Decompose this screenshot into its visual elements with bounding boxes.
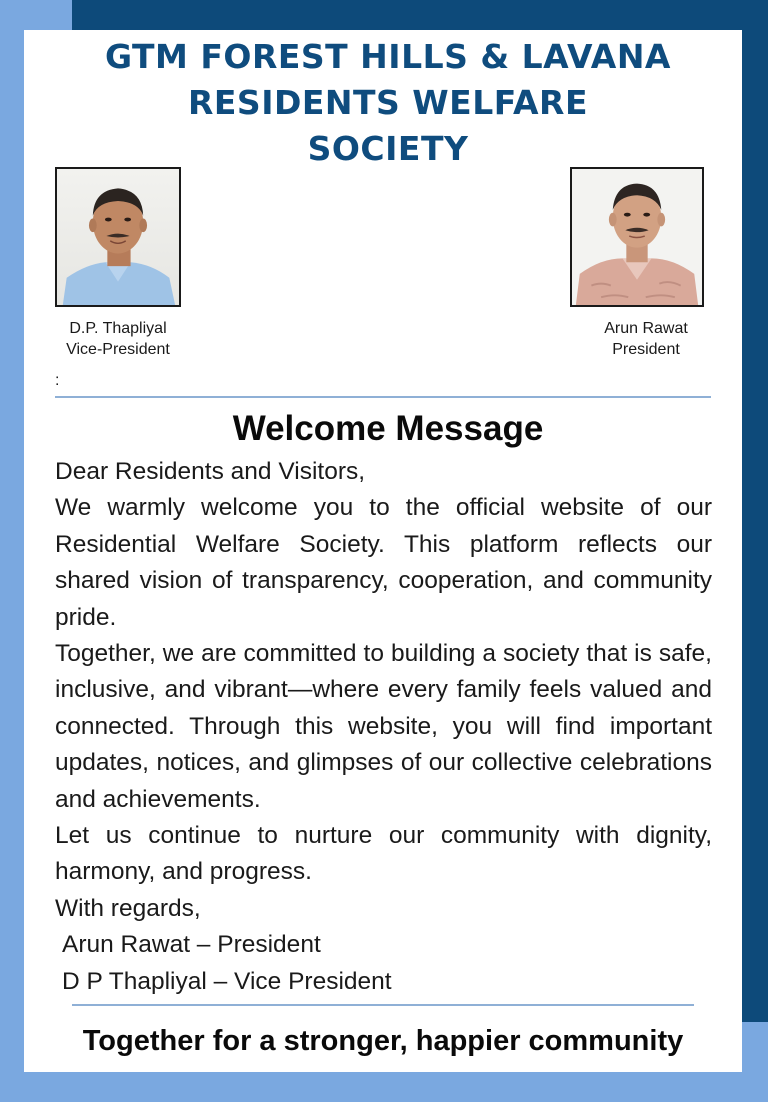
paragraph-3: Let us continue to nurture our community with dignity, harmony, and progress. [55, 822, 712, 886]
welcome-message-body [55, 454, 712, 1000]
vice-president-name: D.P. Thapliyal [69, 320, 167, 337]
society-title: GTM FOREST HILLS & LAVANA RESIDENTS WELFARE SOCIETY [105, 37, 671, 168]
signature-vice-president: D P Thapliyal – Vice President [62, 967, 392, 995]
president-photo [570, 167, 704, 307]
vice-president-photo [55, 167, 181, 307]
signature-president: Arun Rawat – President [62, 931, 321, 959]
closing: With regards, [55, 894, 201, 922]
stray-colon: : [55, 372, 60, 389]
president-name: Arun Rawat [604, 320, 688, 337]
footer-tagline: Together for a stronger, happier community [82, 1025, 684, 1057]
vice-president-portrait-image [57, 169, 179, 305]
paragraph-1: We warmly welcome you to the official website of our Residential Welfare Society. This platform reflects our shared vision of transparency, cooperation, and community pride. [55, 494, 712, 631]
vice-president-caption [48, 318, 188, 360]
paragraph-2: Together, we are committed to building a society that is safe, inclusive, and vibrant—where every family feels valued and connected. Through this website, you will find important updates, notices, and glimpses of our collective celebrations and achievements. [55, 640, 712, 813]
president-portrait-image [572, 169, 702, 305]
decorative-band-top [72, 0, 768, 30]
divider-top [55, 396, 711, 398]
vice-president-role: Vice-President [66, 341, 170, 358]
welcome-heading: Welcome Message [232, 409, 544, 448]
president-caption [580, 318, 712, 360]
divider-bottom [72, 1004, 694, 1006]
president-role: President [612, 341, 680, 358]
greeting: Dear Residents and Visitors, [55, 458, 366, 485]
